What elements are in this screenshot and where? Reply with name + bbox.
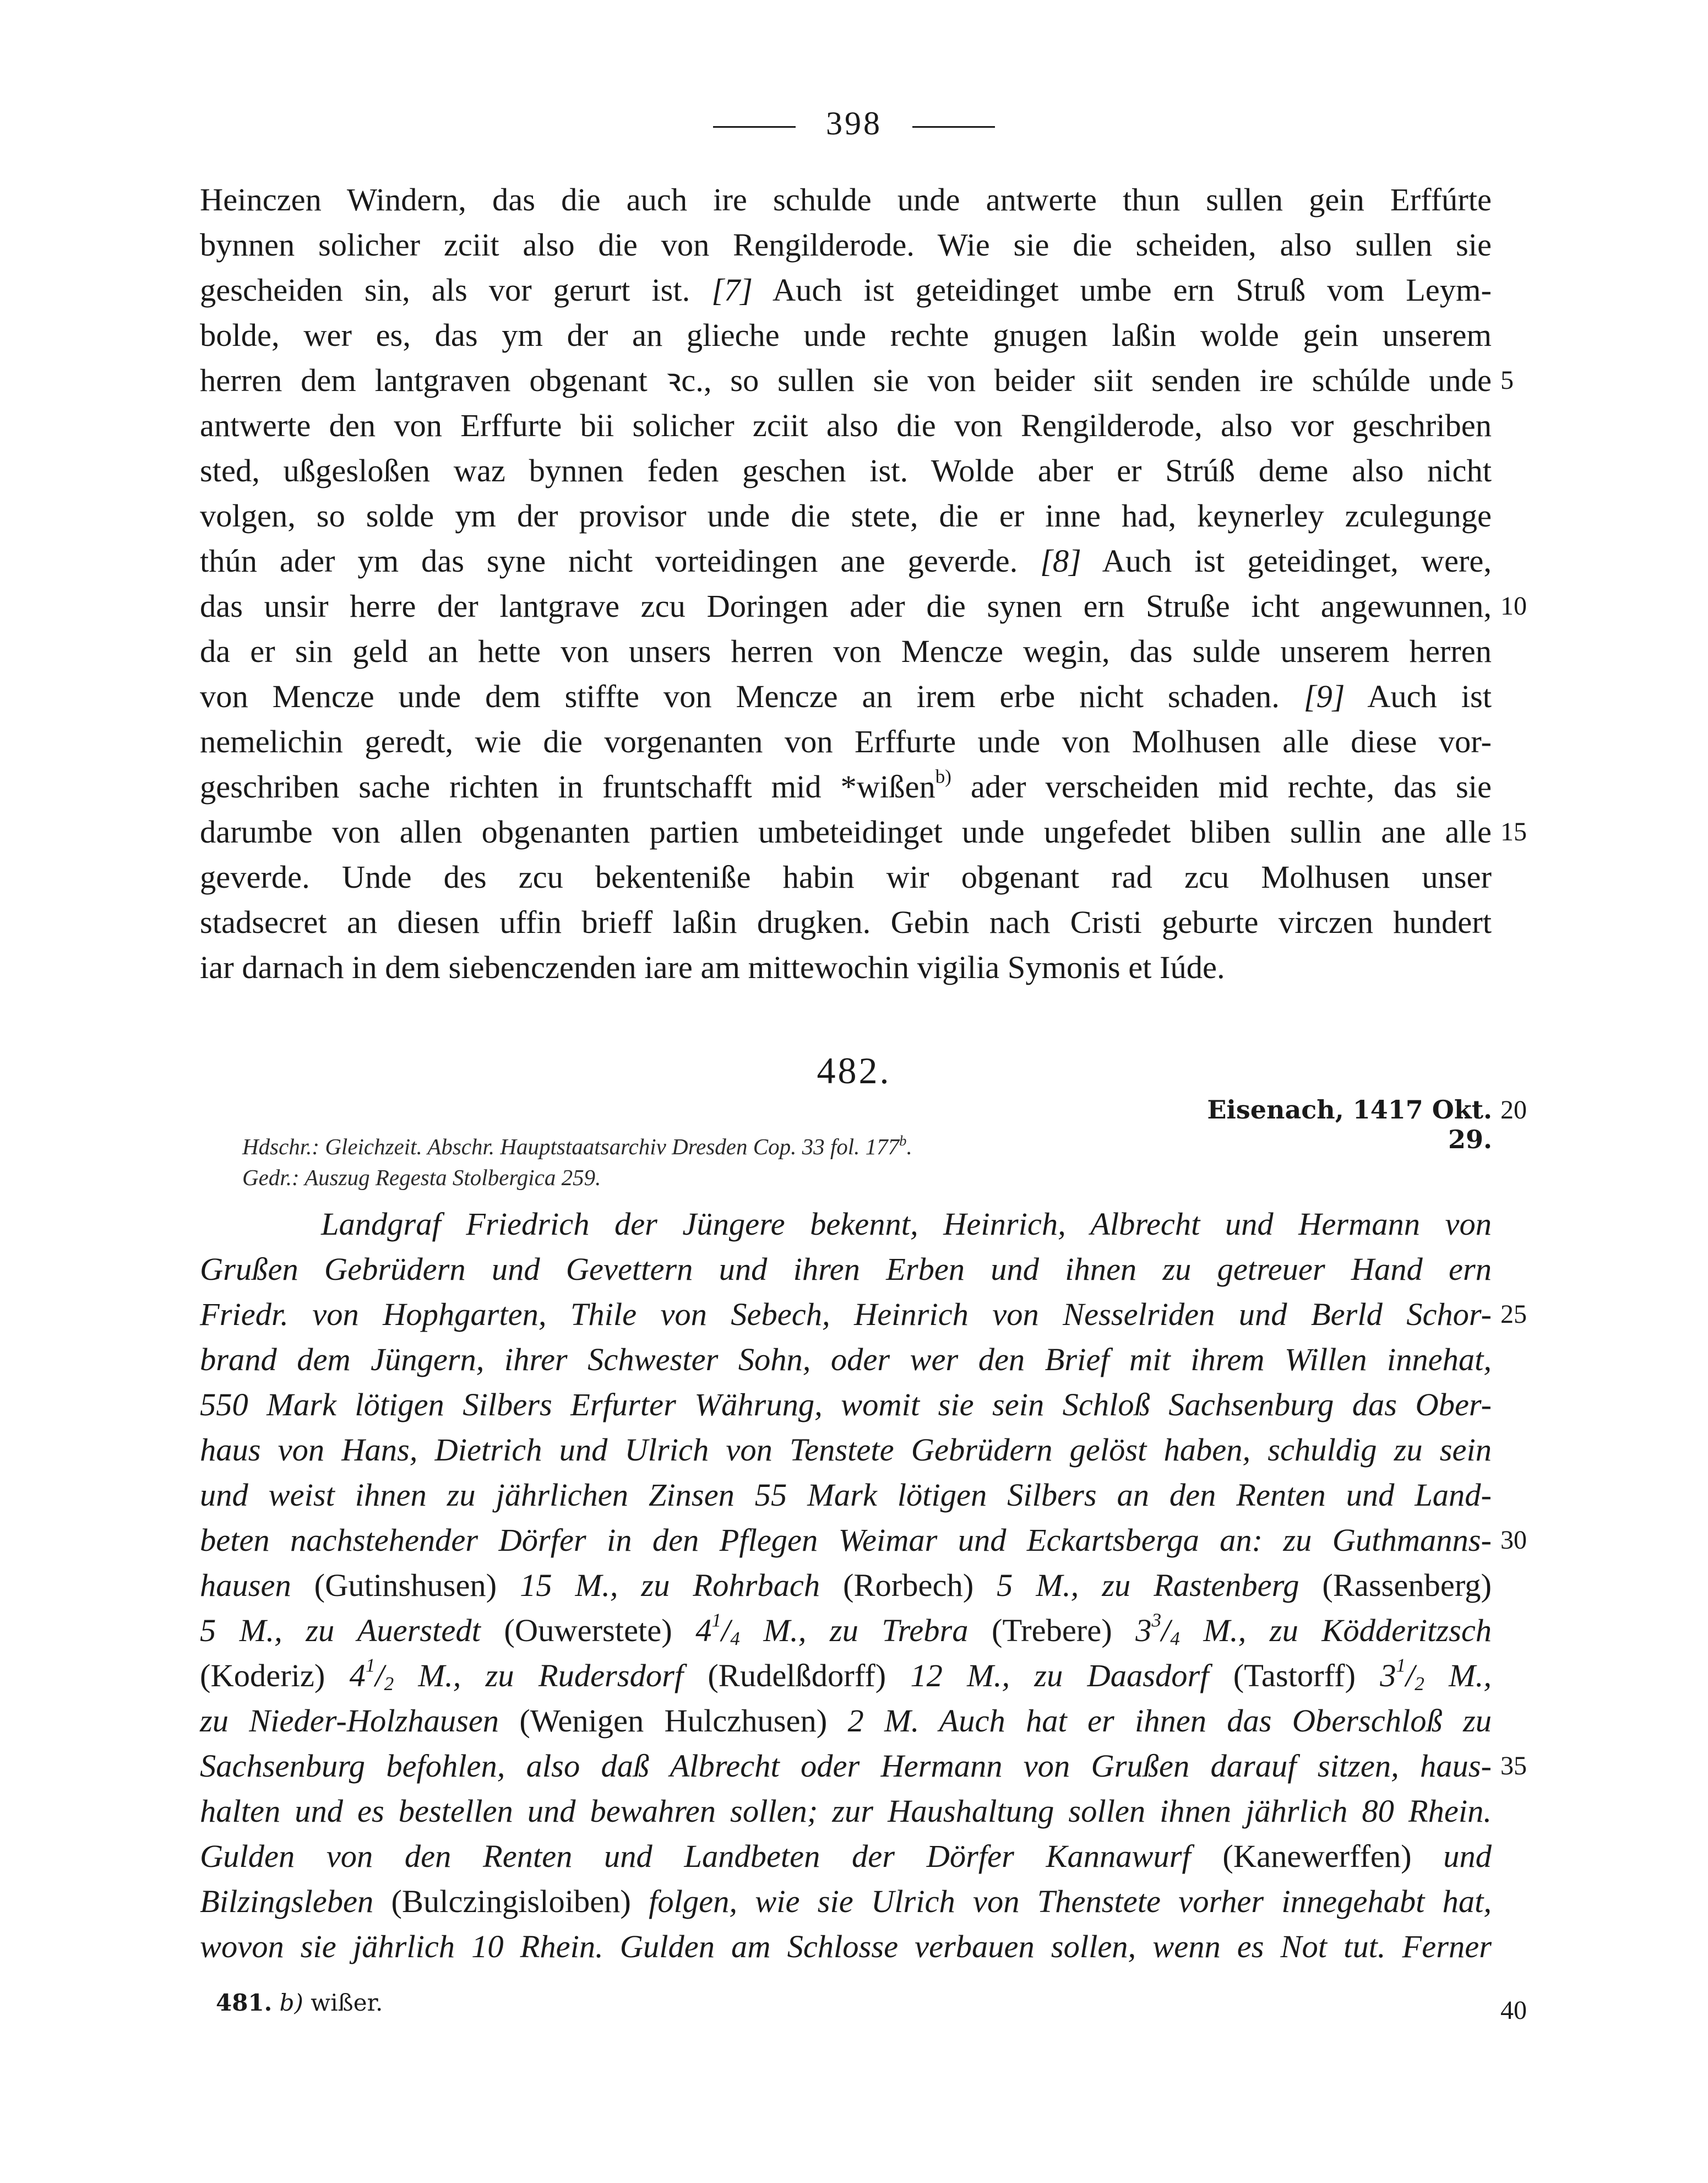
fraction: $4^1/_2$	[349, 1654, 394, 1695]
text-line: nemelichin geredt, wie die vorgenanten von Erffurte unde von Molhusen alle diese vor-	[200, 724, 1492, 759]
line-number: 30	[1500, 1525, 1527, 1555]
text-line: 550 Mark lötigen Silbers Erfurter Währung, womit sie sein Schloß Sachsenburg das Ober-	[200, 1387, 1492, 1422]
original-spelling: (Kanewerffen)	[1222, 1838, 1412, 1874]
text-segment: M., zu Rudersdorf	[418, 1658, 684, 1693]
text-segment: Landgraf Friedrich der Jüngere bekennt, Heinrich, Albrecht und Hermann von	[321, 1206, 1492, 1242]
text-line	[200, 1698, 1492, 1744]
text-line	[200, 1653, 1492, 1698]
text-segment: thún ader ym das syne nicht vorteidingen ane geverde.	[200, 543, 1018, 579]
document-number: 482.	[817, 1050, 891, 1092]
fraction: $4^1/_4$	[695, 1609, 740, 1650]
text-segment: 12 M., zu Daasdorf	[910, 1658, 1209, 1693]
text-segment: geschriben sache richten in fruntschafft mid *wißen	[200, 769, 935, 805]
text-line	[200, 1879, 1492, 1924]
page-number-text: 398	[826, 105, 882, 142]
text-segment: M.,	[1449, 1658, 1492, 1693]
text-line	[200, 855, 1492, 900]
text-line: bolde, wer es, das ym der an glieche unde rechte gnugen laßin wolde gein unserem	[200, 317, 1492, 353]
text-segment: M., zu Ködderitzsch	[1203, 1612, 1492, 1648]
section-marker: [9]	[1303, 678, 1345, 714]
text-segment: von Mencze unde dem stiffte von Mencze an irem erbe nicht schaden.	[200, 678, 1280, 714]
section-marker: [8]	[1040, 543, 1081, 579]
text-segment: Unde des zcu bekenteniße habin wir obgenant rad zcu Molhusen unser	[341, 859, 1492, 895]
original-spelling: (Koderiz)	[200, 1658, 325, 1693]
original-spelling: (Rassenberg)	[1322, 1567, 1492, 1603]
text-segment: Gulden von den Renten und Landbeten der Dörfer Kannawurf	[200, 1838, 1191, 1874]
text-line: iar darnach in dem siebenczenden iare am mittewochin vigilia Symonis et Iúde.	[200, 949, 1225, 985]
text-segment: folgen, wie sie Ulrich von Thenstete vorher innegehabt hat,	[649, 1883, 1492, 1919]
original-spelling: (Bulczingisloiben)	[391, 1883, 631, 1919]
line-number: 10	[1500, 591, 1527, 621]
text-segment: 5 M., zu Rastenberg	[997, 1567, 1299, 1603]
text-segment: Auch ist geteidinget umbe ern Struß vom Leym-	[772, 272, 1492, 308]
original-spelling: (Trebere)	[991, 1612, 1112, 1648]
text-line: volgen, so solde ym der provisor unde die stete, die er inne had, keynerley zculegunge	[200, 498, 1492, 534]
source-superscript: b	[899, 1132, 907, 1149]
source-print: Gedr.: Auszug Regesta Stolbergica 259.	[242, 1165, 601, 1190]
text-segment: 15 M., zu Rohrbach	[520, 1567, 820, 1603]
text-segment: Auch ist geteidinget, were,	[1102, 543, 1492, 579]
original-spelling: (Wenigen Hulczhusen)	[519, 1703, 828, 1739]
footnote-text: wißer.	[311, 1989, 383, 2016]
text-segment: hausen	[200, 1567, 291, 1603]
text-line	[200, 1608, 1492, 1653]
text-line: stadsecret an diesen uffin brieff laßin drugken. Gebin nach Cristi geburte virczen hundert	[200, 904, 1492, 940]
line-number: 40	[1500, 1996, 1527, 2025]
text-segment: 2 M. Auch hat er ihnen das Oberschloß zu	[847, 1703, 1492, 1739]
line-number: 25	[1500, 1300, 1527, 1329]
text-segment: und	[1443, 1838, 1492, 1874]
page-number	[0, 105, 1708, 143]
footnote	[216, 1989, 383, 2016]
line-number: 5	[1500, 366, 1514, 395]
footnote-letter: b)	[279, 1989, 303, 2016]
text-segment: gescheiden sin, als vor gerurt ist.	[200, 272, 690, 308]
source-text: Hdschr.: Gleichzeit. Abschr. Hauptstaatsarchiv Dresden Cop. 33 fol. 177	[242, 1134, 900, 1159]
text-segment: 5 M., zu Auerstedt	[200, 1612, 481, 1648]
text-line: halten und es bestellen und bewahren sollen; zur Haushaltung sollen ihnen jährlich 80 Rhein.	[200, 1793, 1492, 1829]
text-segment: Auch ist	[1367, 678, 1492, 714]
text-line: haus von Hans, Dietrich und Ulrich von Tenstete Gebrüdern gelöst haben, schuldig zu sein	[200, 1432, 1492, 1468]
text-line	[200, 268, 1492, 313]
place-date: Eisenach, 1417 Okt. 29.	[1207, 1095, 1492, 1154]
text-line	[200, 764, 1492, 810]
text-line	[200, 539, 1492, 584]
line-number: 35	[1500, 1751, 1527, 1780]
text-line: sted, ußgesloßen waz bynnen feden geschen ist. Wolde aber er Strúß deme also nicht	[200, 453, 1492, 488]
text-line: Heinczen Windern, das die auch ire schulde unde antwerte thun sullen gein Erffúrte	[200, 182, 1492, 218]
fraction: $3^1/_2$	[1380, 1654, 1424, 1695]
text-line	[200, 1563, 1492, 1608]
text-line: das unsir herre der lantgrave zcu Doringen ader die synen ern Struße icht angewunnen,	[200, 588, 1492, 624]
rule-right	[912, 126, 995, 128]
line-number: 15	[1500, 817, 1527, 846]
text-segment: geverde.	[200, 859, 310, 895]
text-line: und weist ihnen zu jährlichen Zinsen 55 Mark lötigen Silbers an den Renten und Land-	[200, 1477, 1492, 1513]
text-segment: zu Nieder-Holzhausen	[200, 1703, 499, 1739]
footnote-doc-ref: 481.	[216, 1989, 273, 2016]
text-line: darumbe von allen obgenanten partien umbeteidinget unde ungefedet bliben sullin ane alle	[200, 814, 1492, 850]
text-line: beten nachstehender Dörfer in den Pflegen Weimar und Eckartsberga an: zu Guthmanns-	[200, 1522, 1492, 1558]
text-line: bynnen solicher zciit also die von Rengilderode. Wie sie die scheiden, also sullen sie	[200, 227, 1492, 263]
text-line: Grußen Gebrüdern und Gevettern und ihren Erben und ihnen zu getreuer Hand ern	[200, 1251, 1492, 1287]
text-line	[200, 1834, 1492, 1879]
text-line: brand dem Jüngern, ihrer Schwester Sohn, oder wer den Brief mit ihrem Willen innehat,	[200, 1342, 1492, 1377]
text-line	[200, 1202, 1492, 1247]
footnote-marker: b)	[935, 765, 951, 788]
fraction: $3^3/_4$	[1135, 1609, 1180, 1650]
original-spelling: (Rudelßdorff)	[708, 1658, 886, 1693]
original-spelling: (Ouwerstete)	[504, 1612, 672, 1648]
text-segment: ader verscheiden mid rechte, das sie	[970, 769, 1492, 805]
section-marker: [7]	[711, 272, 753, 308]
text-line: Sachsenburg befohlen, also daß Albrecht oder Hermann von Grußen darauf sitzen, haus-	[200, 1748, 1492, 1784]
original-spelling: (Tastorff)	[1233, 1658, 1356, 1693]
rule-left	[713, 126, 796, 128]
source-manuscript: Hdschr.: Gleichzeit. Abschr. Hauptstaatsarchiv Dresden Cop. 33 fol. 177$^b$.	[242, 1132, 912, 1159]
text-line	[200, 674, 1492, 719]
text-line: Friedr. von Hophgarten, Thile von Sebech, Heinrich von Nesselriden und Berld Schor-	[200, 1296, 1492, 1332]
text-segment: M., zu Trebra	[763, 1612, 969, 1648]
line-number: 20	[1500, 1095, 1527, 1125]
text-line: da er sin geld an hette von unsers herren von Mencze wegin, das sulde unserem herren	[200, 633, 1492, 669]
text-line: wovon sie jährlich 10 Rhein. Gulden am Schlosse verbauen sollen, wenn es Not tut. Ferner	[200, 1929, 1492, 1964]
original-spelling: (Gutinshusen)	[314, 1567, 497, 1603]
text-line: herren dem lantgraven obgenant ꝛc., so sullen sie von beider siit senden ire schúlde unde	[200, 362, 1492, 398]
text-segment: Bilzingsleben	[200, 1883, 374, 1919]
text-line: antwerte den von Erffurte bii solicher zciit also die von Rengilderode, also vor geschriben	[200, 408, 1492, 443]
original-spelling: (Rorbech)	[843, 1567, 974, 1603]
